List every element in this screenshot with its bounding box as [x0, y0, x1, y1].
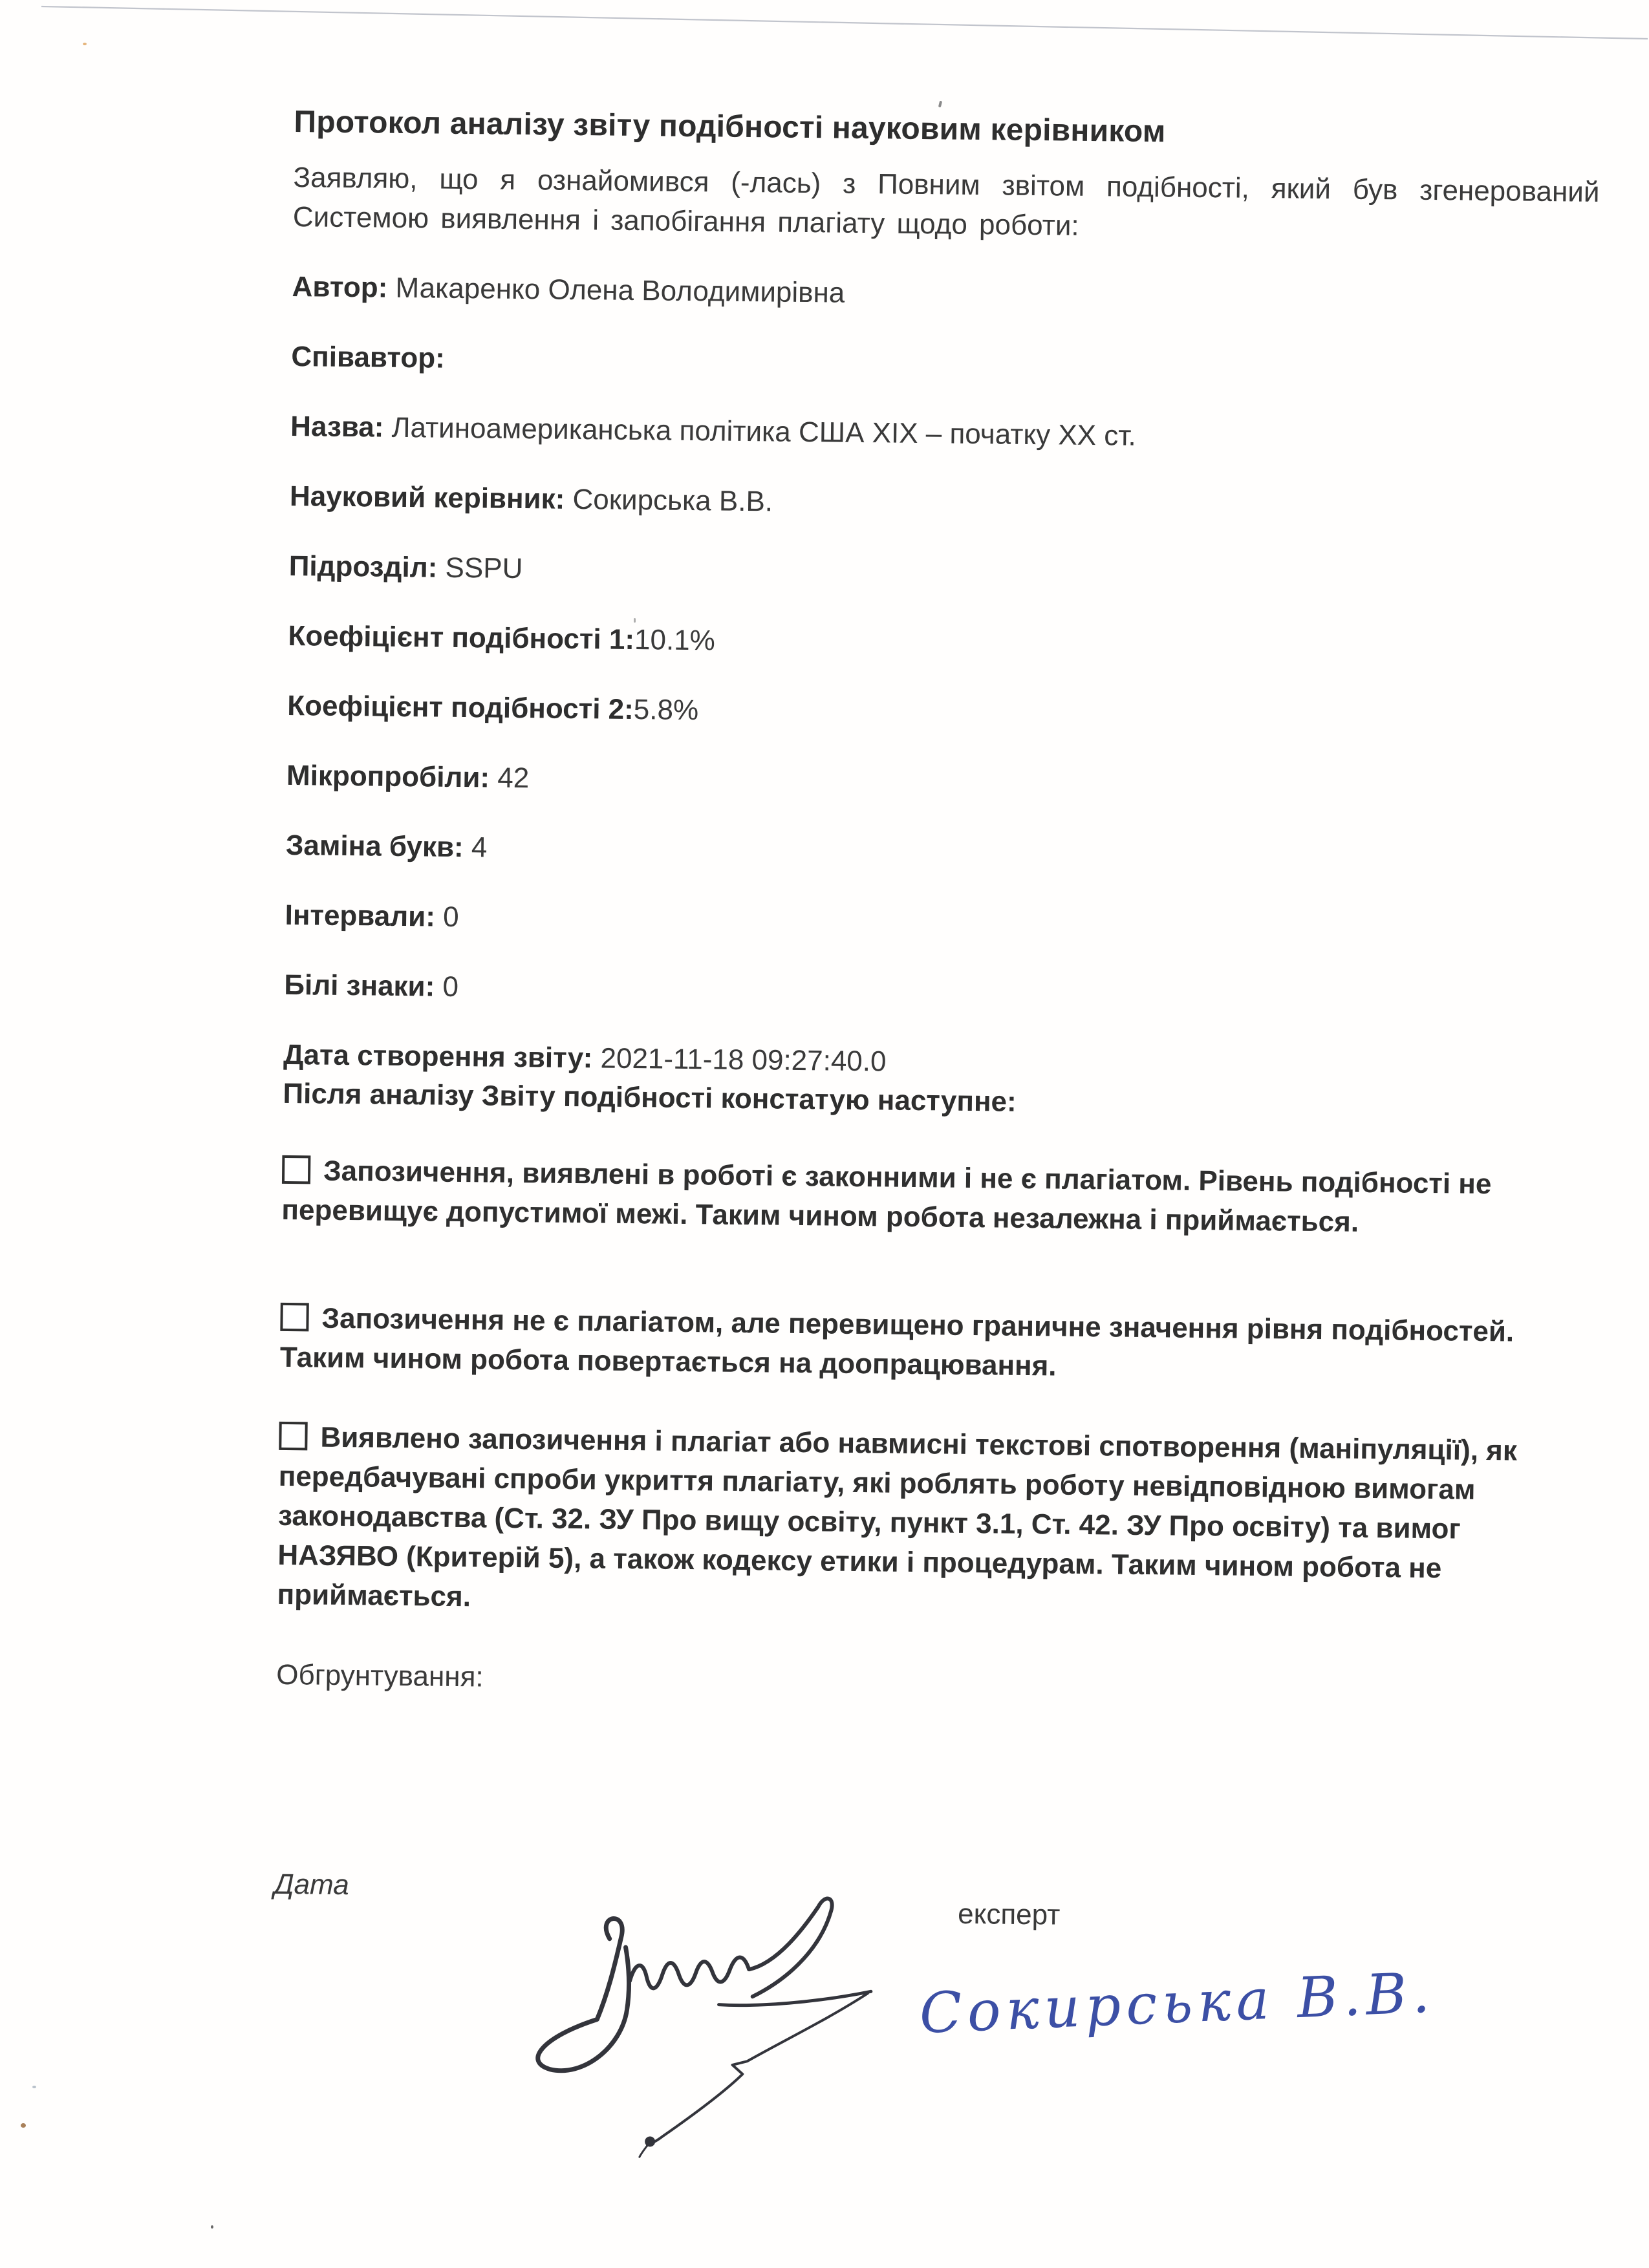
- field-value: 5.8%: [633, 694, 699, 727]
- field-value: 0: [435, 901, 459, 933]
- field-label: Інтервали:: [285, 899, 436, 933]
- field-row: [286, 826, 1593, 880]
- field-value: 0: [435, 970, 459, 1003]
- field-row: [284, 966, 1591, 1020]
- field-label: Автор:: [292, 270, 388, 304]
- field-value: 10.1%: [634, 624, 716, 657]
- field-label: Науковий керівник:: [289, 480, 565, 515]
- signature-footer: [274, 1867, 1580, 1959]
- field-value: Латиноамериканська політика США XIX – початку XX ст.: [383, 411, 1137, 452]
- justification-label: Обгрунтування:: [276, 1658, 484, 1693]
- field-row: [292, 268, 1599, 321]
- statement-option: [277, 1417, 1585, 1629]
- field-row: [285, 896, 1591, 950]
- scan-speck: [32, 2086, 36, 2088]
- document-content: [274, 97, 1600, 2047]
- field-row: [287, 687, 1594, 740]
- field-value: SSPU: [437, 551, 523, 585]
- supervisor-ink-signature: [522, 1889, 888, 2255]
- field-value: 42: [489, 762, 530, 795]
- field-label: Заміна букв:: [285, 829, 464, 864]
- statement-option: [280, 1298, 1587, 1392]
- option-text: Запозичення не є плагіатом, але перевищено граничне значення рівня подібностей. Таким чином робота повертається на доопрацювання.: [279, 1302, 1514, 1382]
- document-title: Протокол аналізу звіту подібності науковим керівником: [294, 104, 1166, 149]
- field-label: Підрозділ:: [288, 550, 438, 584]
- statement-options: [277, 1151, 1588, 1629]
- field-label: Мікропробіли:: [286, 759, 490, 794]
- scan-speck: [211, 2225, 213, 2229]
- report-date-label: Дата створення звіту:: [283, 1038, 593, 1075]
- fields-list: [284, 268, 1599, 1020]
- field-row: [291, 337, 1598, 391]
- field-label: Назва:: [290, 410, 384, 444]
- scan-edge-line: [0, 0, 1649, 45]
- scan-speck: [21, 2123, 26, 2128]
- date-label: Дата: [274, 1868, 350, 1901]
- field-label: Коефіцієнт подібності 1:: [288, 619, 635, 656]
- scan-speck: [83, 43, 87, 45]
- field-row: [290, 477, 1597, 531]
- field-value: Сокирська В.В.: [565, 483, 773, 518]
- report-date-value: 2021-11-18 09:27:40.0: [592, 1042, 887, 1078]
- field-row: [288, 547, 1595, 601]
- expert-label: експерт: [957, 1898, 1061, 1931]
- field-row: [288, 617, 1595, 670]
- field-row: [290, 407, 1597, 461]
- option-checkbox[interactable]: [280, 1303, 308, 1331]
- field-label: Співавтор:: [291, 340, 446, 374]
- intro-paragraph: Заявляю, що я ознайомився (-лась) з Повним звітом подібності, який був згенерований Системою виявлення і запобігання плагіату щодо роботи:: [292, 161, 1600, 242]
- option-text: Запозичення, виявлені в роботі є законними і не є плагіатом. Рівень подібності не перевищує допустимої межі. Таким чином робота незалежна і приймається.: [281, 1155, 1492, 1238]
- field-row: [286, 756, 1593, 810]
- field-value: 4: [463, 831, 488, 864]
- option-checkbox[interactable]: [282, 1155, 310, 1184]
- field-value: Макаренко Олена Володимирівна: [387, 272, 845, 309]
- field-label: Білі знаки:: [284, 968, 435, 1003]
- option-text: Виявлено запозичення і плагіат або навмисні текстові спотворення (маніпуляції), як передбачувані спроби укриття плагіату, які роблять роботу невідповідною вимогам законодавства (Ст. 32. ЗУ Про вищу освіту, пункт 3.1, Ст. 42. ЗУ Про освіту) та вимог НАЗЯВО (Критерій 5), а також кодексу етики і процедурам. Таким чином робота не приймається.: [277, 1421, 1518, 1613]
- expert-signature: Сокирська В.В.: [918, 1960, 1436, 2047]
- statement-lead: Після аналізу Звіту подібності констатую наступне:: [283, 1077, 1017, 1118]
- field-label: Коефіцієнт подібності 2:: [287, 689, 634, 726]
- option-checkbox[interactable]: [279, 1422, 307, 1450]
- statement-option: [281, 1151, 1588, 1245]
